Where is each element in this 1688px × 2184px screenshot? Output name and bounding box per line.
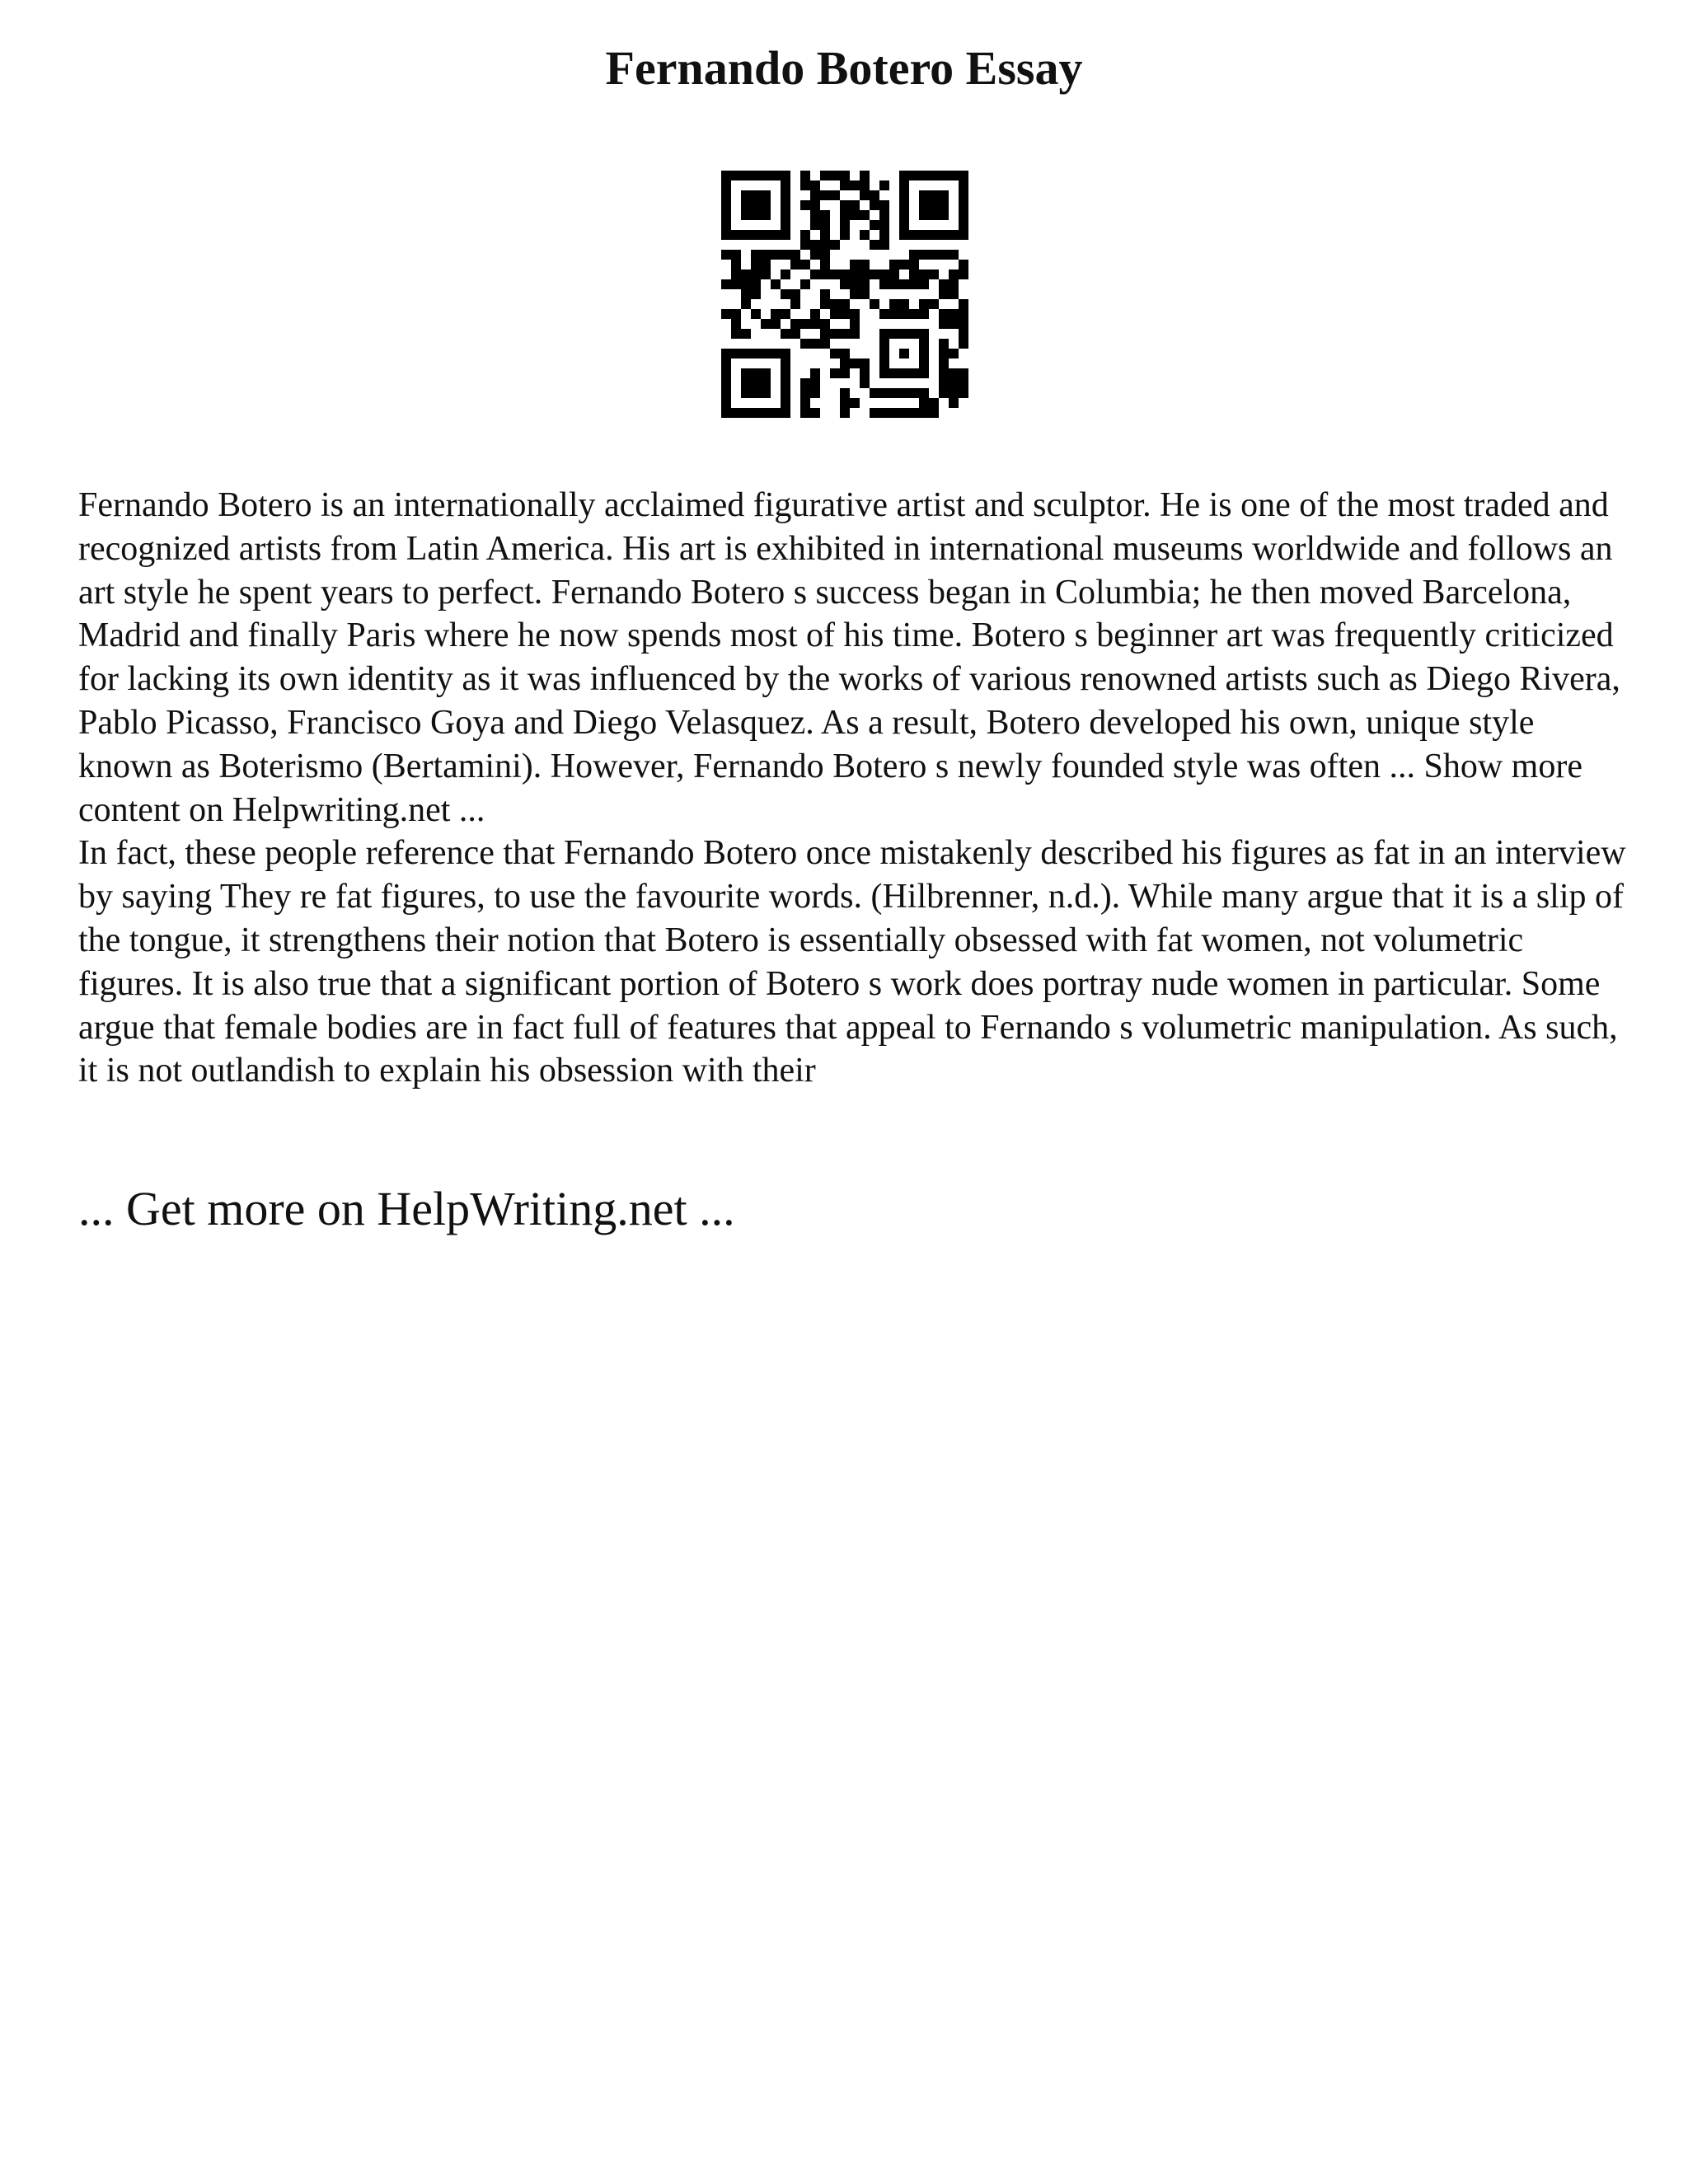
get-more-link[interactable]: ... Get more on HelpWriting.net ... (78, 1182, 735, 1235)
essay-body (78, 484, 1628, 1093)
essay-paragraph-1: Fernando Botero is an internationally acclaimed figurative artist and sculptor. He is one of the most traded and recognized artists from Latin America. His art is exhibited in international museums worldwide and follows an art style he spent years to perfect. Fernando Botero s success began in Columbia; he then moved Barcelona, Madrid and finally Paris where he now spends most of his time. Botero s beginner art was frequently criticized for lacking its own identity as it was influenced by the works of various renowned artists such as Diego Rivera, Pablo Picasso, Francisco Goya and Diego Velasquez. As a result, Botero developed his own, unique style known as Boterismo (Bertamini). However, Fernando Botero s newly founded style was often ... Show more content on Helpwriting.net ... (78, 486, 1620, 829)
page-title: Fernando Botero Essay (605, 41, 1083, 95)
qr-code-icon[interactable] (721, 171, 968, 418)
essay-paragraph-2: In fact, these people reference that Fernando Botero once mistakenly described his figures as fat in an interview by saying They re fat figures, to use the favourite words. (Hilbrenner, n.d.). While many argue that it is a slip of the tongue, it strengthens their notion that Botero is essentially obsessed with fat women, not volumetric figures. It is also true that a significant portion of Botero s work does portray nude women in particular. Some argue that female bodies are in fact full of features that appeal to Fernando s volumetric manipulation. As such, it is not outlandish to explain his obsession with their (78, 834, 1626, 1090)
